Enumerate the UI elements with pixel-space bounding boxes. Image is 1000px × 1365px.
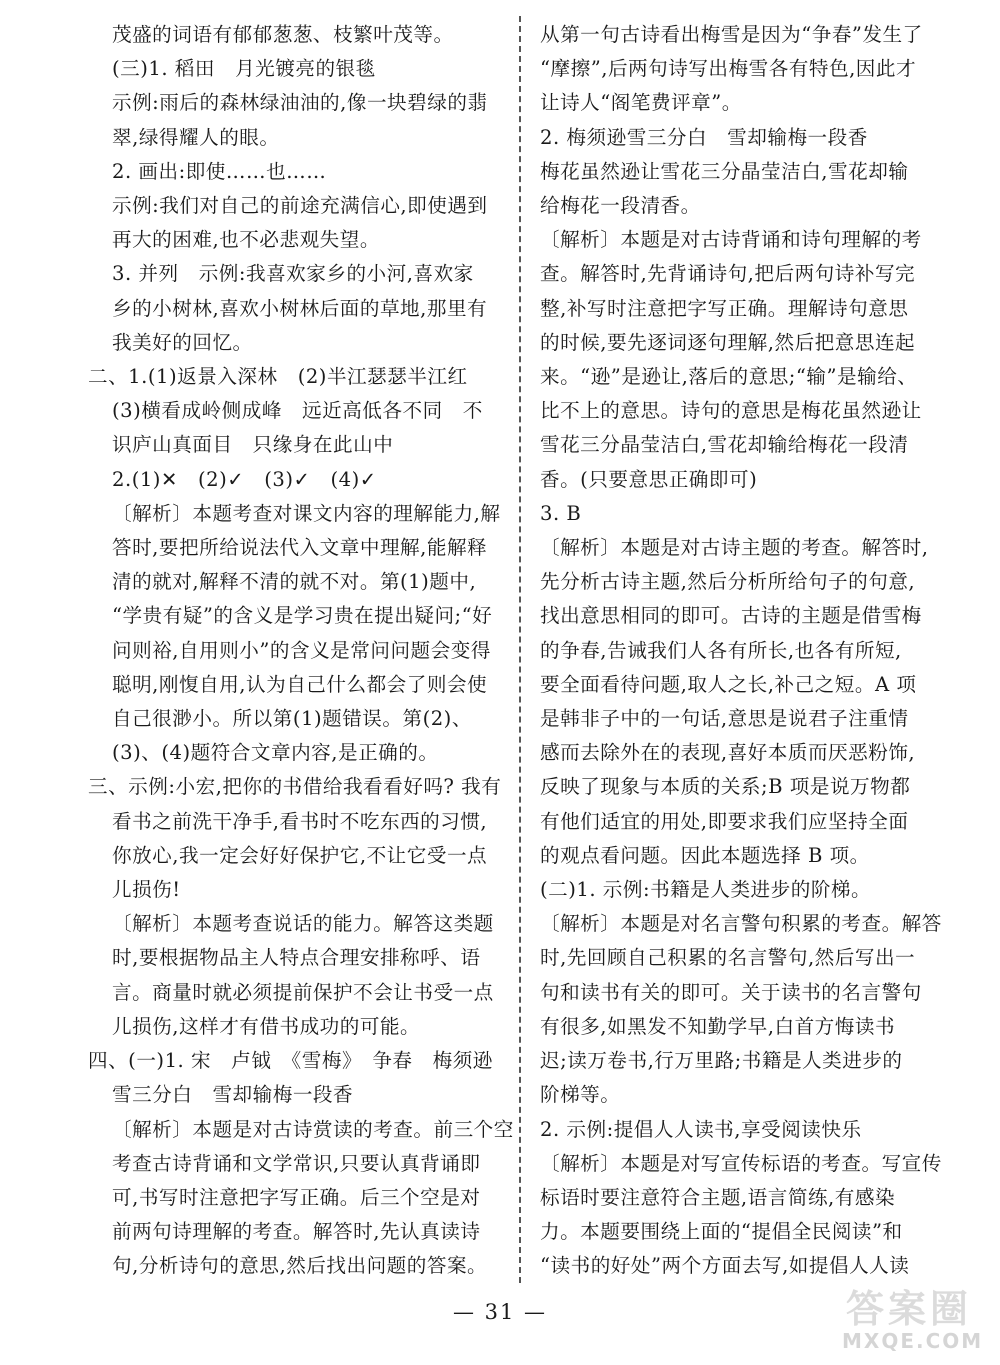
text-line: 儿损伤! [112, 878, 181, 902]
text-line: 有他们适宜的用处,即要求我们应坚持全面 [540, 809, 909, 833]
text-line: 3. B [540, 501, 582, 525]
text-line: 考查古诗背诵和文学常识,只要认真背诵即 [112, 1151, 481, 1175]
text-line: 整,补写时注意把字写正确。理解诗句意思 [540, 296, 909, 320]
text-line: 2. 梅须逊雪三分白 雪却输梅一段香 [540, 125, 868, 149]
left-column [88, 18, 514, 1285]
text-line: 比不上的意思。诗句的意思是梅花虽然逊让 [540, 399, 922, 423]
text-line: 先分析古诗主题,然后分析所给句子的句意, [540, 570, 916, 594]
text-line: 雪花三分晶莹洁白,雪花却输给梅花一段清 [540, 433, 909, 457]
text-line: 阶梯等。 [540, 1083, 621, 1107]
text-line: 力。本题要围绕上面的“提倡全民阅读”和 [540, 1220, 903, 1244]
text-line: 的争春,告诫我们人各有所长,也各有所短, [540, 638, 902, 662]
watermark-logo [842, 1287, 984, 1359]
text-line: 2. 画出:即使……也…… [112, 159, 327, 183]
text-line: 清的就对,解释不清的就不对。第(1)题中, [112, 570, 477, 594]
text-line: 迟;读万卷书,行万里路;书籍是人类进步的 [540, 1049, 903, 1073]
watermark-line1: 答案圈 [845, 1287, 972, 1331]
text-line: 〔解析〕本题是对古诗背诵和诗句理解的考 [540, 228, 922, 252]
text-line: 示例:我们对自己的前途充满信心,即使遇到 [112, 194, 488, 218]
text-line: 感而去除外在的表现,喜好本质而厌恶粉饰, [540, 741, 916, 765]
text-line: 〔解析〕本题是对写宣传标语的考查。写宣传 [540, 1151, 942, 1175]
text-line: 乡的小树林,喜欢小树林后面的草地,那里有 [112, 296, 488, 320]
text-line: 查。解答时,先背诵诗句,把后两句诗补写完 [540, 262, 916, 286]
text-line: 可,书写时注意把字写正确。后三个空是对 [112, 1185, 481, 1209]
text-line: 给梅花一段清香。 [540, 194, 701, 218]
text-line: 〔解析〕本题是对古诗赏读的考查。前三个空 [112, 1117, 514, 1141]
text-line: 3. 并列 示例:我喜欢家乡的小河,喜欢家 [112, 262, 474, 286]
text-line: (二)1. 示例:书籍是人类进步的阶梯。 [540, 878, 872, 902]
text-line: 时,要根据物品主人特点合理安排称呼、语 [112, 946, 481, 970]
text-line: 你放心,我一定会好好保护它,不让它受一点 [112, 843, 488, 867]
text-line: 问则裕,自用则小”的含义是常问问题会变得 [112, 638, 491, 662]
text-line: 〔解析〕本题是对古诗主题的考查。解答时, [540, 536, 929, 560]
watermark-line2: MXQE.COM [842, 1329, 984, 1353]
text-line: 标语时要注意符合主题,语言简练,有感染 [540, 1185, 896, 1209]
text-line: 自己很渺小。所以第(1)题错误。第(2)、 [112, 707, 472, 731]
text-line: 是韩非子中的一句话,意思是说君子注重情 [540, 707, 909, 731]
text-line: 〔解析〕本题是对名言警句积累的考查。解答 [540, 912, 942, 936]
column-divider [519, 16, 521, 1283]
text-line: 我美好的回忆。 [112, 330, 253, 354]
text-line: 〔解析〕本题考查说话的能力。解答这类题 [112, 912, 494, 936]
text-line: 再大的困难,也不必悲观失望。 [112, 228, 380, 252]
text-line: 让诗人“阁笔费评章”。 [540, 91, 742, 115]
text-line: 二、1.(1)返景入深林 (2)半江瑟瑟半江红 [88, 365, 468, 389]
text-line: 三、示例:小宏,把你的书借给我看看好吗? 我有 [88, 775, 502, 799]
text-line: 找出意思相同的即可。古诗的主题是借雪梅 [540, 604, 922, 628]
text-line: 儿损伤,这样才有借书成功的可能。 [112, 1014, 421, 1038]
text-line: “摩擦”,后两句诗写出梅雪各有特色,因此才 [540, 57, 917, 81]
text-line: 答时,要把所给说法代入文章中理解,能解释 [112, 536, 488, 560]
text-line: 言。商量时就必须提前保护不会让书受一点 [112, 980, 494, 1004]
text-line: (3)横看成岭侧成峰 远近高低各不同 不 [112, 399, 483, 423]
text-line: 时,先回顾自己积累的名言警句,然后写出一 [540, 946, 916, 970]
text-line: 梅花虽然逊让雪花三分晶莹洁白,雪花却输 [540, 159, 909, 183]
right-column [540, 18, 956, 1285]
text-line: 从第一句古诗看出梅雪是因为“争春”发生了 [540, 23, 923, 46]
text-line: 的时候,要先逐词逐句理解,然后把意思连起 [540, 330, 916, 354]
text-line: 反映了现象与本质的关系;B 项是说万物都 [540, 775, 911, 799]
text-line: 2. 示例:提倡人人读书,享受阅读快乐 [540, 1117, 862, 1141]
text-line: 香。(只要意思正确即可) [540, 467, 758, 491]
text-line: (3)、(4)题符合文章内容,是正确的。 [112, 741, 439, 765]
text-line: 有很多,如黑发不知勤学早,白首方悔读书 [540, 1014, 896, 1038]
text-line: 句,分析诗句的意思,然后找出问题的答案。 [112, 1254, 488, 1278]
text-line: 句和读书有关的即可。关于读书的名言警句 [540, 980, 922, 1004]
text-line: 聪明,刚愎自用,认为自己什么都会了则会使 [112, 672, 488, 696]
text-line: 的观点看问题。因此本题选择 B 项。 [540, 843, 870, 867]
text-line: 〔解析〕本题考查对课文内容的理解能力,解 [112, 501, 501, 525]
text-line: “读书的好处”两个方面去写,如提倡人人读 [540, 1254, 910, 1278]
page-number: — 31 — [452, 1300, 548, 1324]
text-line: 来。“逊”是逊让,落后的意思;“输”是输给、 [540, 365, 918, 389]
text-line: 翠,绿得耀人的眼。 [112, 125, 280, 149]
text-line: “学贵有疑”的含义是学习贵在提出疑问;“好 [112, 604, 493, 628]
text-line: 前两句诗理解的考查。解答时,先认真读诗 [112, 1220, 481, 1244]
text-line: 示例:雨后的森林绿油油的,像一块碧绿的翡 [112, 91, 488, 115]
text-line: 雪三分白 雪却输梅一段香 [112, 1083, 354, 1107]
text-line: 2.(1)✕ (2)✓ (3)✓ (4)✓ [112, 467, 377, 491]
text-line: 看书之前洗干净手,看书时不吃东西的习惯, [112, 809, 488, 833]
text-line: 茂盛的词语有郁郁葱葱、枝繁叶茂等。 [112, 23, 454, 46]
text-line: 要全面看待问题,取人之长,补己之短。A 项 [540, 672, 917, 696]
text-line: (三)1. 稻田 月光镀亮的银毯 [112, 57, 376, 81]
text-line: 四、(一)1. 宋 卢钺 《雪梅》 争春 梅须逊 [88, 1049, 493, 1073]
text-line: 识庐山真面目 只缘身在此山中 [112, 433, 394, 457]
